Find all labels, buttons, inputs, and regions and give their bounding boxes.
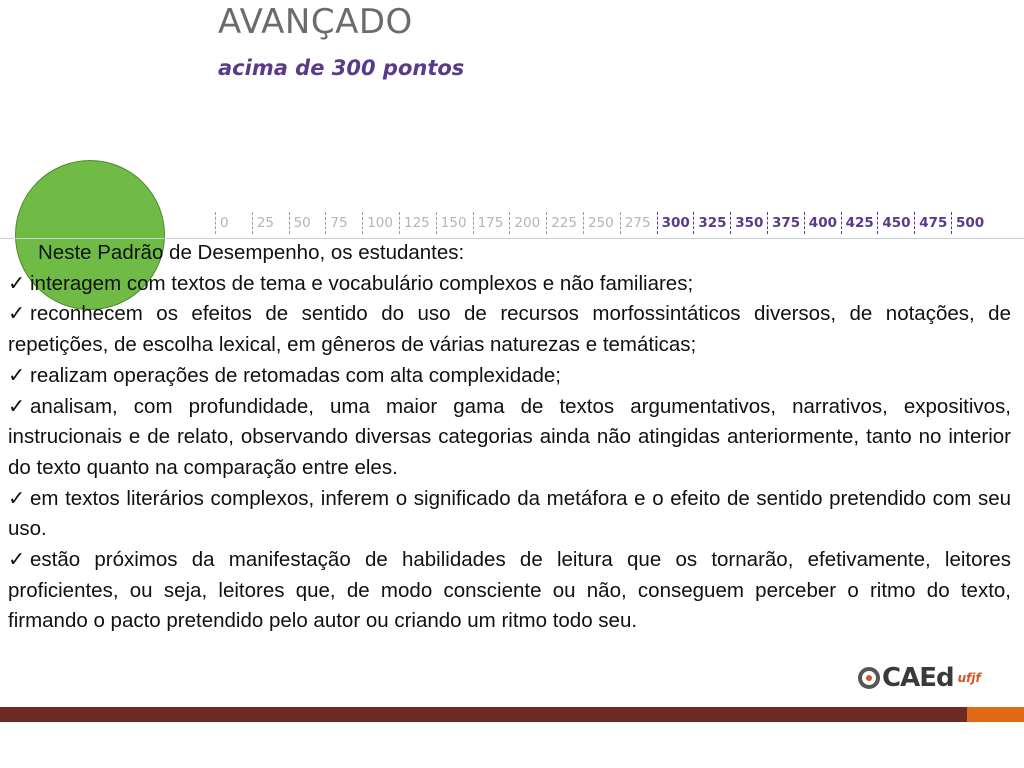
caed-logo: [858, 662, 988, 694]
list-item: [8, 269, 1011, 300]
scale-tick: 100: [362, 212, 393, 234]
scale-tick: 475: [914, 212, 947, 234]
footer-bar: [0, 707, 967, 722]
list-item: [8, 299, 1011, 360]
list-item-text: reconhecem os efeitos de sentido do uso de recursos morfossintáticos diversos, de notações, de repetições, de escolha lexical, em gêneros de várias naturezas e temáticas;: [8, 302, 1011, 357]
page-subtitle: acima de 300 pontos: [218, 56, 465, 80]
intro-text: Neste Padrão de Desempenho, os estudantes:: [38, 241, 465, 264]
logo-sub: ufjf: [957, 671, 981, 685]
scale-tick: 250: [583, 212, 614, 234]
scale-tick: 150: [436, 212, 467, 234]
check-icon: ✓: [8, 394, 26, 418]
check-icon: ✓: [8, 302, 26, 326]
check-icon: ✓: [8, 486, 26, 510]
list-item-text: analisam, com profundidade, uma maior gama de textos argumentativos, narrativos, expositivos, instrucionais e de relato, observando diversas categorias ainda não atingidas anteriormente, tanto no interior do texto quanto na comparação entre eles.: [8, 394, 1011, 479]
check-icon: ✓: [8, 548, 26, 572]
scale-tick: 350: [730, 212, 763, 234]
list-item: [8, 545, 1011, 637]
scale-tick: 450: [877, 212, 910, 234]
scale-tick: 0: [215, 212, 229, 234]
scale-tick: 325: [693, 212, 726, 234]
scale-tick: 125: [399, 212, 430, 234]
list-item-text: estão próximos da manifestação de habilidades de leitura que os tornarão, efetivamente, leitores proficientes, ou seja, leitores que, de modo consciente ou não, conseguem perceber o ritmo do texto, firmando o pacto pretendido pelo autor ou criando um ritmo todo seu.: [8, 548, 1011, 633]
footer-accent-bar: [967, 707, 1024, 722]
check-icon: ✓: [8, 363, 26, 387]
scale-tick: 375: [767, 212, 800, 234]
page-title: AVANÇADO: [218, 2, 413, 42]
list-item: [8, 361, 1011, 392]
scale-tick: 500: [951, 212, 984, 234]
scale-tick: 175: [473, 212, 504, 234]
list-item: [8, 392, 1011, 484]
scale-tick: 400: [804, 212, 837, 234]
list-item-text: realizam operações de retomadas com alta complexidade;: [30, 363, 561, 387]
list-item-text: em textos literários complexos, inferem o significado da metáfora e o efeito de sentido pretendido com seu uso.: [8, 486, 1011, 541]
scale-tick: 425: [841, 212, 874, 234]
scale-tick: 300: [657, 212, 690, 234]
scale-tick: 25: [252, 212, 274, 234]
logo-text: CAEd: [882, 663, 954, 693]
caed-logo-icon: [858, 667, 880, 689]
scale-tick: 200: [509, 212, 540, 234]
check-icon: ✓: [8, 271, 26, 295]
scale-tick: 50: [289, 212, 311, 234]
list-item: [8, 484, 1011, 545]
scale-tick: 275: [620, 212, 651, 234]
list-item-text: interagem com textos de tema e vocabulário complexos e não familiares;: [30, 271, 694, 295]
body-text: [8, 238, 1011, 637]
scale-tick: 225: [546, 212, 577, 234]
scale-tick: 75: [325, 212, 347, 234]
